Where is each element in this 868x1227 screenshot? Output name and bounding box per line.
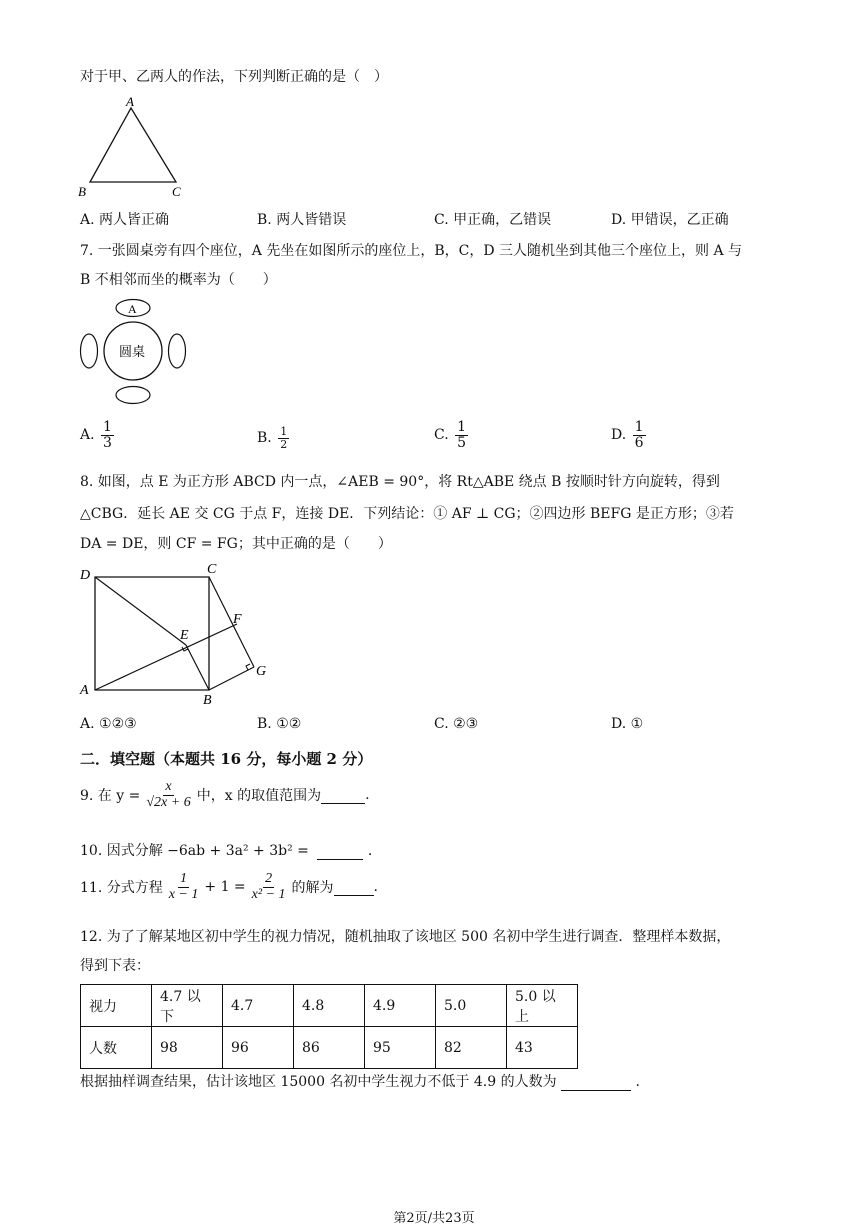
table-cell: 4.7 xyxy=(223,985,294,1027)
table-cell: 43 xyxy=(507,1027,578,1069)
q10-prefix: 10. 因式分解 −6ab + 3a² + 3b² = xyxy=(80,843,309,859)
table-cell: 4.7 以下 xyxy=(152,985,223,1027)
q8-option-b[interactable]: B. ①② xyxy=(257,716,302,732)
q11: 11. 分式方程 $\frac{1}{x - 1}$ + 1 = $\frac{2}{\text{x² − 1}}$ 的解为 . xyxy=(80,871,378,902)
table-cell: 95 xyxy=(365,1027,436,1069)
table-cell: 4.8 xyxy=(294,985,365,1027)
q7-option-b[interactable]: B. $\frac{1}{2}$ xyxy=(257,425,288,451)
q8-line2: △CBG．延长 AE 交 CG 于点 F，连接 DE．下列结论：① AF ⊥ CG；②四边形 BEFG 是正方形；③若 xyxy=(80,506,734,522)
table-cell: 86 xyxy=(294,1027,365,1069)
triangle-figure xyxy=(76,94,196,198)
q11-suffix: 的解为 xyxy=(291,880,334,897)
table-label: 圆桌 xyxy=(119,345,146,360)
vertex-label-a: A xyxy=(126,94,134,109)
table-cell: 人数 xyxy=(81,1027,152,1069)
q9-suffix: 中，x 的取值范围为 xyxy=(196,788,322,805)
q11-answer-blank[interactable] xyxy=(334,879,374,896)
q8-option-c[interactable]: C. ②③ xyxy=(434,716,479,732)
label-g: G xyxy=(256,664,267,679)
q7-option-c[interactable]: C. $\frac{1}{5}$ xyxy=(434,419,467,451)
q12-answer-blank[interactable] xyxy=(561,1074,631,1091)
section-title: 二．填空题（本题共 16 分，每小题 2 分） xyxy=(80,750,373,768)
q9-prefix: 9. 在 y = xyxy=(80,788,141,805)
label-d: D xyxy=(80,568,91,583)
q6-option-c[interactable]: C. 甲正确，乙错误 xyxy=(434,212,552,228)
table-row xyxy=(81,985,578,1027)
vertex-label-c: C xyxy=(172,184,181,198)
table-cell: 82 xyxy=(436,1027,507,1069)
triangle-abc xyxy=(90,108,176,182)
q6-option-a[interactable]: A. 两人皆正确 xyxy=(80,212,170,228)
q11-fraction-1: $\frac{1}{x - 1}$ xyxy=(168,871,199,902)
q12-conclusion: 根据抽样调查结果，估计该地区 15000 名初中学生视力不低于 4.9 的人数为 . xyxy=(80,1074,640,1090)
q9: 9. 在 y = $\frac{x}{√2x + 6}$ 中，x 的取值范围为 . xyxy=(80,779,370,810)
seat-left xyxy=(81,334,98,368)
segment-cg xyxy=(209,577,254,667)
q11-fraction-2: $\frac{2}{\text{x² − 1}}$ xyxy=(251,871,286,902)
label-f: F xyxy=(233,612,242,627)
q10-answer-blank[interactable] xyxy=(317,843,363,860)
segment-eb xyxy=(186,645,209,690)
q8-line1: 8. 如图，点 E 为正方形 ABCD 内一点，∠AEB = 90°，将 Rt△ABE 绕点 B 按顺时针方向旋转，得到 xyxy=(80,474,720,490)
seat-bottom xyxy=(116,387,150,404)
seat-label-a: A xyxy=(128,302,137,316)
q8-option-d[interactable]: D. ① xyxy=(611,716,644,732)
segment-bg xyxy=(209,667,254,690)
table-cell: 5.0 以上 xyxy=(507,985,578,1027)
label-e: E xyxy=(180,628,189,643)
q7-option-d[interactable]: D. $\frac{1}{6}$ xyxy=(611,419,644,451)
label-a: A xyxy=(80,683,89,698)
table-cell: 96 xyxy=(223,1027,294,1069)
q6-stem: 对于甲、乙两人的作法，下列判断正确的是（ ） xyxy=(80,69,388,85)
q8-line3: DA = DE，则 CF = FG；其中正确的是（ ） xyxy=(80,536,392,552)
q12-line2: 得到下表： xyxy=(80,958,150,974)
label-c: C xyxy=(207,562,217,577)
square-abcd xyxy=(95,577,209,690)
q9-fraction: $\frac{x}{√2x + 6}$ xyxy=(146,779,191,810)
q10: 10. 因式分解 −6ab + 3a² + 3b² = . xyxy=(80,843,373,859)
q7-line1: 7. 一张圆桌旁有四个座位，A 先坐在如图所示的座位上，B，C，D 三人随机坐到其他三个座位上，则 A 与 xyxy=(80,243,743,259)
label-b: B xyxy=(203,693,212,708)
q11-prefix: 11. 分式方程 xyxy=(80,880,163,897)
q6-option-b[interactable]: B. 两人皆错误 xyxy=(257,212,347,228)
table-cell: 视力 xyxy=(81,985,152,1027)
table-row xyxy=(81,1027,578,1069)
q7-line2: B 不相邻而坐的概率为（ ） xyxy=(80,272,277,288)
q9-answer-blank[interactable] xyxy=(321,787,365,804)
table-cell: 98 xyxy=(152,1027,223,1069)
square-figure xyxy=(76,560,276,708)
q7-option-a[interactable]: A. $\frac{1}{3}$ xyxy=(80,419,112,451)
segment-de xyxy=(95,577,186,645)
table-cell: 5.0 xyxy=(436,985,507,1027)
q8-option-a[interactable]: A. ①②③ xyxy=(80,716,137,732)
vertex-label-b: B xyxy=(78,184,86,198)
round-table-figure xyxy=(76,296,196,408)
vision-table xyxy=(80,984,578,1069)
seat-right xyxy=(169,334,186,368)
q12-line1: 12. 为了了解某地区初中学生的视力情况，随机抽取了该地区 500 名初中学生进行调查．整理样本数据， xyxy=(80,929,731,945)
segment-af xyxy=(95,624,237,690)
page-number: 第2页/共23页 xyxy=(393,1211,475,1226)
table-cell: 4.9 xyxy=(365,985,436,1027)
q6-option-d[interactable]: D. 甲错误，乙正确 xyxy=(611,212,729,228)
